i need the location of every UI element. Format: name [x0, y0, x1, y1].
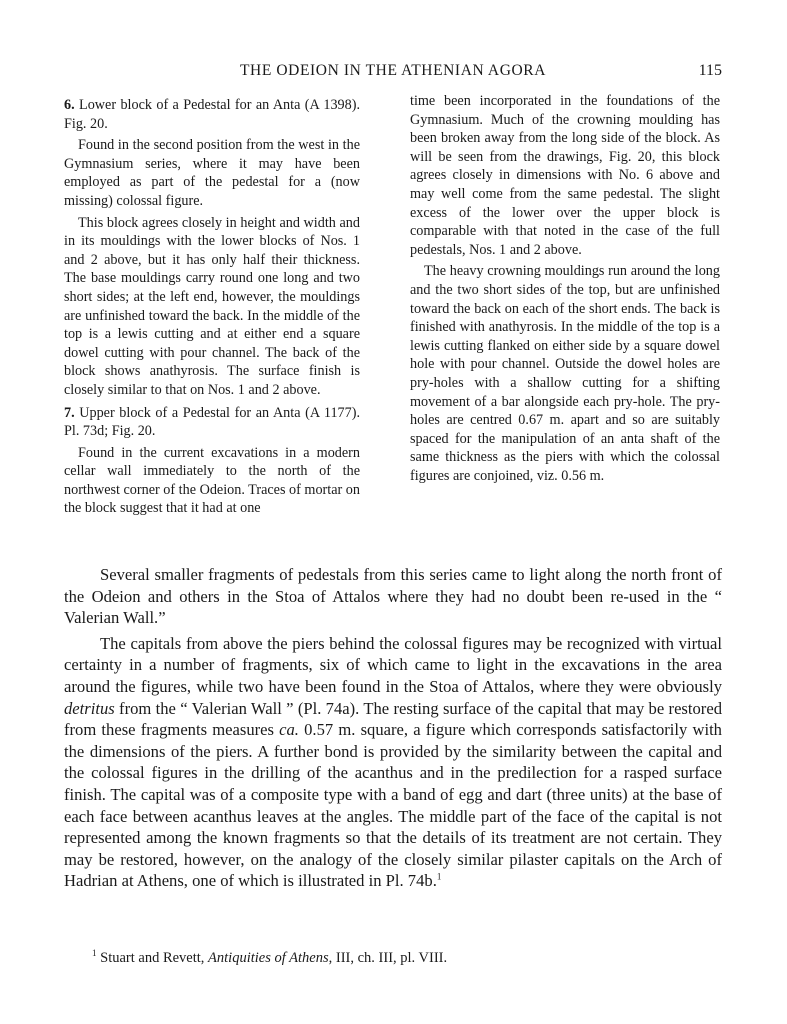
entry-6-paragraph-1: Found in the second position from the west in the Gymnasium series, where it may have been employed as part of the pedestal for a (now missing) colossal figure.: [64, 137, 360, 209]
footnote-authors: Stuart and Revett,: [100, 949, 209, 966]
entry-7-heading: [64, 404, 360, 441]
running-header: [64, 62, 722, 84]
right-column: [410, 92, 720, 488]
footnote-mark: 1: [92, 948, 97, 958]
footnote-reference[interactable]: 1: [436, 871, 442, 882]
main-text: [64, 564, 722, 892]
entry-6-number: 6.: [64, 97, 75, 113]
footnote-work-title: Antiquities of Athens: [208, 949, 329, 966]
body-paragraph-2-part-a: The capitals from above the piers behind the colossal figures may be recognized with virtual certainty in a number of fragments, six of which came to light in the excavations in the area around the figures, while two have been found in the Stoa of Attalos, where they were obviously: [64, 633, 722, 696]
body-paragraph-2-part-c: 0.57 m. square, a figure which corresponds satisfactorily with the dimensions of the piers. A further bond is provided by the similarity between the capital and the colossal figures in the drilling of the acanthus and in the predilection for a rasped surface finish. The capital was of a composite type with a band of egg and dart (three units) at the base of each face between acanthus leaves at the angles. The middle part of the face of the capital is not represented among the known fragments so that the details of its treatment are not certain. They may be restored, however, on the analogy of the closely similar pilaster capitals on the Arch of Hadrian at Athens, one of which is illustrated in Pl. 74b.: [64, 720, 722, 891]
body-paragraph-2-part-b: from the “ Valerian Wall ” (Pl. 74a). The resting surface of the capital that may be restored from these fragments measures: [64, 698, 722, 740]
detritus-italic: detritus: [64, 698, 115, 718]
entry-6-paragraph-2: This block agrees closely in height and width and in its mouldings with the lower blocks of Nos. 1 and 2 above, but it has only half their thickness. The base mouldings carry round one long and two short sides; at the left end, however, the mouldings are unfinished toward the back. In the middle of the top is a lewis cutting and at either end a square dowel cutting with pour channel. The back of the block shows anathyrosis. The surface finish is closely similar to that on Nos. 1 and 2 above.: [64, 214, 360, 398]
entry-7-paragraph-1: Found in the current excavations in a modern cellar wall immediately to the north of the northwest corner of the Odeion. Traces of mortar on the block suggest that it had at one: [64, 444, 360, 517]
entry-7-number: 7.: [64, 404, 75, 421]
footnote: [92, 944, 722, 967]
left-column: [64, 92, 360, 521]
footnote-citation: , III, ch. III, pl. VIII.: [328, 949, 448, 966]
entry-7-paragraph-2: The heavy crowning mouldings run around the long and the two short sides of the top, but are unfinished toward the back on each of the short ends. The back is finished with anathyrosis. In the middle of the top is a lewis cutting flanked on either side by a square dowel hole with pour channel. Outside the dowel holes are pry-holes with a shallow cutting for a shifting movement of a bar alongside each pry-hole. The pry-holes are centred 0.67 m. apart and so are suitably spaced for the manipulation of an anta shaft of the same thickness as the piers with which the colossal figures are conjoined, viz. 0.56 m.: [410, 263, 720, 484]
entry-6-title: Lower block of a Pedestal for an Anta (A 1398). Fig. 20.: [64, 97, 360, 132]
running-title: THE ODEION IN THE ATHENIAN AGORA: [239, 62, 547, 79]
entry-7-title: Upper block of a Pedestal for an Anta (A 1177). Pl. 73d; Fig. 20.: [64, 404, 361, 440]
ca-italic: ca.: [279, 720, 299, 740]
body-paragraph-2: [64, 633, 722, 892]
page-number: 115: [698, 62, 722, 79]
body-paragraph-1: Several smaller fragments of pedestals from this series came to light along the north front of the Odeion and others in the Stoa of Attalos where they had no doubt been re-used in the “ Valerian Wall.”: [64, 565, 722, 628]
entry-7-paragraph-1-continued: time been incorporated in the foundations of the Gymnasium. Much of the crowning moulding has been broken away from the long side of the block. As will be seen from the drawings, Fig. 20, this block agrees closely in dimensions with No. 6 above and may well come from the same pedestal. The slight excess of the lower over the upper block is comparable with that noted in the case of the full pedestals, Nos. 1 and 2 above.: [410, 93, 720, 258]
entry-6-heading: [64, 96, 360, 133]
